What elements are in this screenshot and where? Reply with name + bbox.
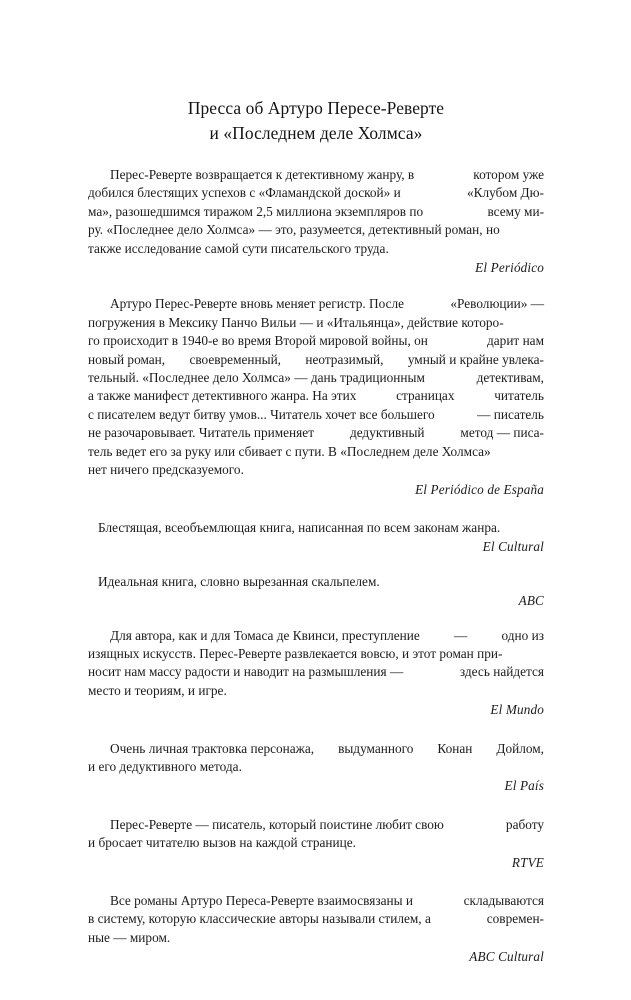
press-quote-text [88,519,544,537]
page-title-line-2: и «Последнем деле Холмса» [209,123,423,143]
quote-line: Для автора, как и для Томаса де Квинси, преступление — одно из [110,627,544,643]
press-quote-source: El Periódico [475,260,544,276]
press-quote-text [88,573,544,591]
quote-line: добился блестящих успехов с «Фламандской доской» и «Клубом Дю- [88,185,544,201]
press-quote-text [88,740,544,777]
quote-line: Артуро Перес-Реверте вновь меняет регистр. После «Революции» — [110,296,544,312]
page-content [88,96,544,967]
quote-line: в систему, которую классические авторы называли стилем, а современ- [88,911,544,927]
page-title-line-1: Пресса об Артуро Пересе-Реверте [187,98,445,118]
quote-line: ные — миром. [88,929,171,945]
press-quote-text [88,627,544,701]
press-quote [88,519,544,557]
press-quote-text [88,295,544,479]
quote-line: носит нам массу радости и наводит на размышления — здесь найдется [88,664,544,680]
quote-line: новый роман, своевременный, неотразимый, умный и крайне увлека- [88,351,544,367]
quote-line: Очень личная трактовка персонажа, выдуманного Конан Дойлом, [110,740,544,756]
press-quote-source: ABC Cultural [469,949,544,965]
press-quote-source: El País [504,778,544,794]
quote-line: и бросает читателю вызов на каждой странице. [88,835,356,851]
quote-line: Перес-Реверте — писатель, который поистине любит свою работу [110,816,544,832]
quote-line: не разочаровывает. Читатель применяет дедуктивный метод — писа- [88,425,544,441]
press-quote [88,816,544,872]
press-quote-source: El Cultural [482,539,544,555]
press-quote [88,892,544,967]
page-title [88,96,544,146]
quote-line: тель ведет его за руку или сбивает с пути. В «Последнем деле Холмса» [88,443,491,459]
press-quote [88,166,544,277]
quote-line: нет ничего предсказуемого. [88,462,244,478]
quote-line: ма», разошедшимся тиражом 2,5 миллиона экземпляров по всему ми- [88,203,544,219]
press-quote-source: El Mundo [490,702,544,718]
quote-line: место и теориям, и игре. [88,682,227,698]
quote-line: погружения в Мексику Панчо Вильи — и «Итальянца», действие которо- [88,314,504,330]
press-quote [88,740,544,796]
press-quote [88,295,544,498]
press-quote [88,573,544,611]
press-quote-source: ABC [518,593,544,609]
quote-line: ру. «Последнее дело Холмса» — это, разумеется, детективный роман, но [88,222,500,238]
quote-line: изящных искусств. Перес-Реверте развлекается вовсю, и этот роман при- [88,645,503,661]
quote-line: Идеальная книга, словно вырезанная скальпелем. [98,573,380,589]
press-quote-text [88,892,544,947]
quote-line: с писателем ведут битву умов... Читатель хочет все большего — писатель [88,406,544,422]
press-quote-source: El Periódico de España [415,481,544,497]
quote-line: го происходит в 1940-е во время Второй мировой войны, он дарит нам [88,333,544,349]
quote-line: а также манифест детективного жанра. На этих страницах читатель [88,388,544,404]
quote-line: Перес-Реверте возвращается к детективному жанру, в котором уже [110,167,544,182]
press-quote-text [88,166,544,258]
quote-line: также исследование самой сути писательского труда. [88,240,389,256]
press-quote-text [88,816,544,853]
quote-line: и его дедуктивного метода. [88,758,242,774]
press-quote-source: RTVE [511,854,544,870]
quote-line: Все романы Артуро Переса-Реверте взаимосвязаны и складываются [110,893,544,908]
press-quote [88,627,544,720]
quote-line: Блестящая, всеобъемлющая книга, написанная по всем законам жанра. [98,519,501,535]
quote-line: тельный. «Последнее дело Холмса» — дань традиционным детективам, [88,370,544,386]
